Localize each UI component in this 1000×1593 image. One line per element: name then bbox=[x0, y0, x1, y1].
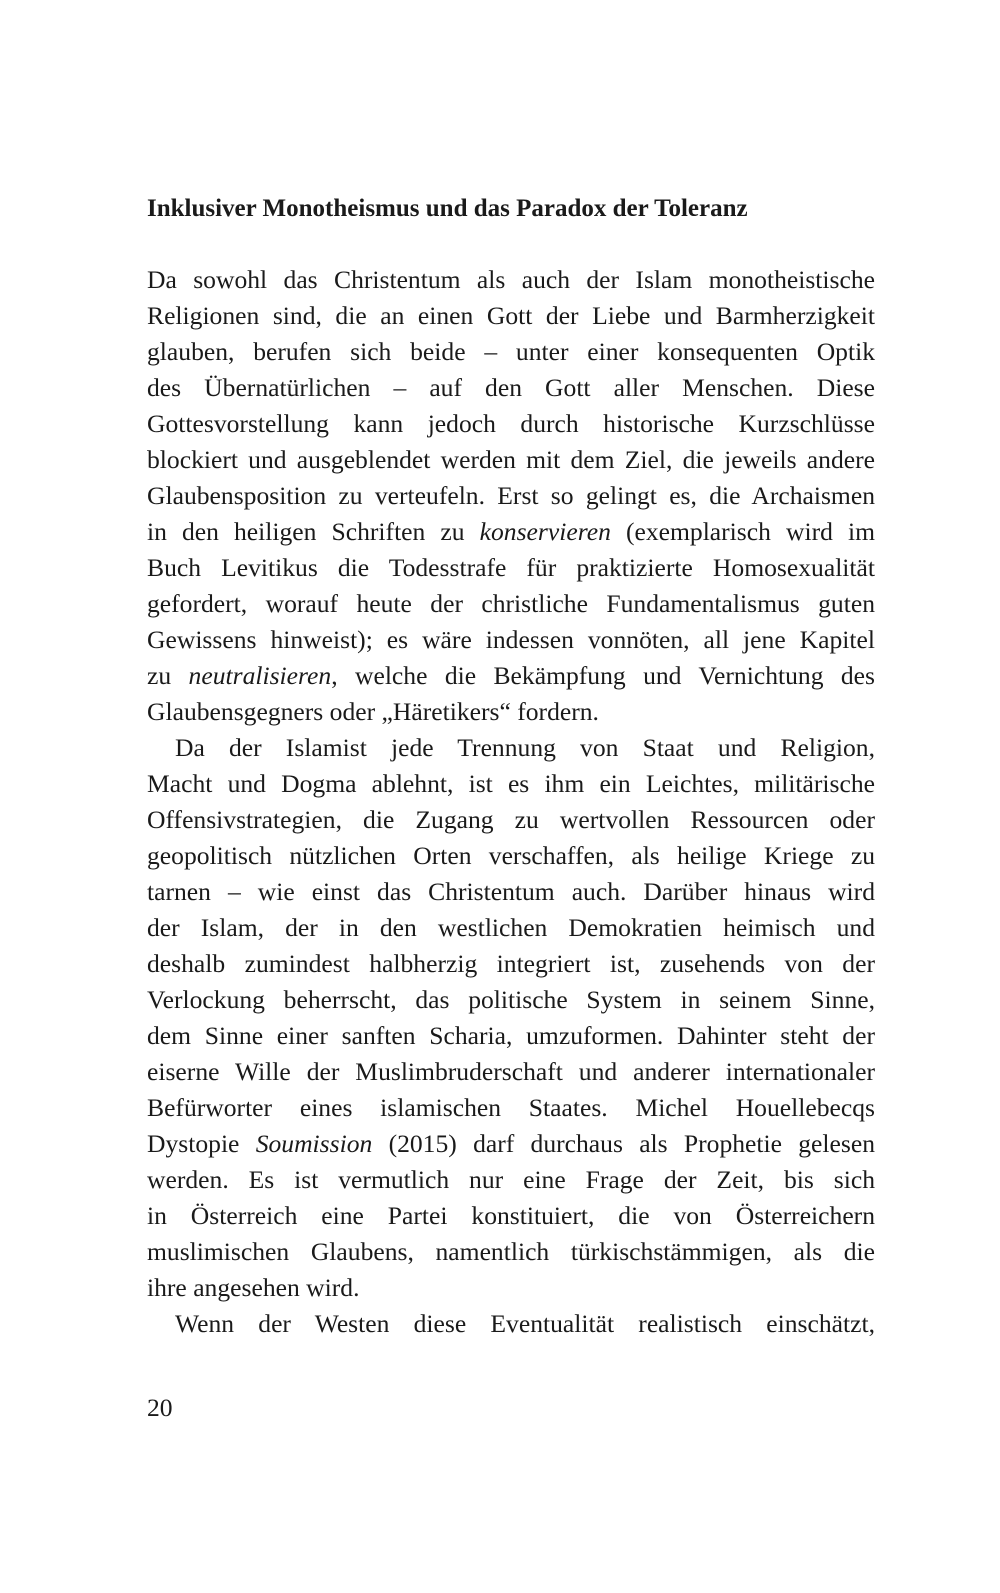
text-line bbox=[147, 262, 875, 298]
text-segment: Glaubensgegners oder „Häretikers“ fordern. bbox=[147, 697, 599, 726]
text-segment: der Islam, der in den westlichen Demokratien heimisch und bbox=[147, 913, 875, 942]
text-segment: tarnen – wie einst das Christentum auch. Darüber hinaus wird bbox=[147, 877, 875, 906]
text-line bbox=[147, 838, 875, 874]
text-line bbox=[147, 1198, 875, 1234]
text-segment: , welche die Bekämpfung und Vernichtung des bbox=[331, 661, 875, 690]
section-heading: Inklusiver Monotheismus und das Paradox der Toleranz bbox=[147, 195, 748, 222]
text-line bbox=[147, 622, 875, 658]
text-line bbox=[147, 442, 875, 478]
paragraph bbox=[147, 730, 875, 1306]
text-segment: Buch Levitikus die Todesstrafe für praktizierte Homosexualität bbox=[147, 553, 875, 582]
text-segment: in den heiligen Schriften zu bbox=[147, 517, 480, 546]
text-segment: Gewissens hinweist); es wäre indessen vonnöten, all jene Kapitel bbox=[147, 625, 875, 654]
text-line bbox=[147, 334, 875, 370]
text-segment: Glaubensposition zu verteufeln. Erst so gelingt es, die Archaismen bbox=[147, 481, 875, 510]
text-segment: blockiert und ausgeblendet werden mit dem Ziel, die jeweils andere bbox=[147, 445, 875, 474]
text-segment: Da sowohl das Christentum als auch der Islam monotheistische bbox=[147, 265, 875, 294]
text-segment: Dystopie bbox=[147, 1129, 256, 1158]
paragraph bbox=[147, 262, 875, 730]
text-segment: Befürworter eines islamischen Staates. Michel Houellebecqs bbox=[147, 1093, 875, 1122]
text-line bbox=[147, 1054, 875, 1090]
text-segment: Verlockung beherrscht, das politische System in seinem Sinne, bbox=[147, 985, 875, 1014]
text-line bbox=[147, 1162, 875, 1198]
text-line bbox=[147, 802, 875, 838]
text-line bbox=[147, 1126, 875, 1162]
text-segment: des Übernatürlichen – auf den Gott aller Menschen. Diese bbox=[147, 373, 875, 402]
text-segment: Da der Islamist jede Trennung von Staat und Religion, bbox=[175, 733, 875, 762]
text-line bbox=[147, 694, 875, 730]
text-line bbox=[147, 1018, 875, 1054]
text-line bbox=[147, 658, 875, 694]
text-line bbox=[147, 1306, 875, 1342]
text-line bbox=[147, 298, 875, 334]
text-line bbox=[147, 550, 875, 586]
italic-term: konservieren bbox=[479, 517, 611, 546]
text-line bbox=[147, 1090, 875, 1126]
text-segment: glauben, berufen sich beide – unter einer konsequenten Optik bbox=[147, 337, 875, 366]
text-segment: in Österreich eine Partei konstituiert, die von Österreichern bbox=[147, 1201, 875, 1230]
text-line bbox=[147, 406, 875, 442]
text-segment: Gottesvorstellung kann jedoch durch historische Kurzschlüsse bbox=[147, 409, 875, 438]
text-line bbox=[147, 370, 875, 406]
text-segment: Religionen sind, die an einen Gott der Liebe und Barmherzigkeit bbox=[147, 301, 875, 330]
text-segment: ihre angesehen wird. bbox=[147, 1273, 360, 1302]
body-text bbox=[147, 262, 875, 1342]
text-segment: Offensivstrategien, die Zugang zu wertvollen Ressourcen oder bbox=[147, 805, 875, 834]
text-segment: geopolitisch nützlichen Orten verschaffen, als heilige Kriege zu bbox=[147, 841, 875, 870]
text-line bbox=[147, 730, 875, 766]
italic-term: neutralisieren bbox=[188, 661, 332, 690]
text-line bbox=[147, 982, 875, 1018]
text-segment: muslimischen Glaubens, namentlich türkischstämmigen, als die bbox=[147, 1237, 875, 1266]
text-segment: werden. Es ist vermutlich nur eine Frage der Zeit, bis sich bbox=[147, 1165, 875, 1194]
text-segment: (2015) darf durchaus als Prophetie gelesen bbox=[372, 1129, 875, 1158]
text-segment: eiserne Wille der Muslimbruderschaft und anderer internationaler bbox=[147, 1057, 875, 1086]
text-line bbox=[147, 478, 875, 514]
text-line bbox=[147, 766, 875, 802]
text-segment: gefordert, worauf heute der christliche Fundamentalismus guten bbox=[147, 589, 875, 618]
text-line bbox=[147, 910, 875, 946]
text-segment: dem Sinne einer sanften Scharia, umzuformen. Dahinter steht der bbox=[147, 1021, 875, 1050]
italic-term: Soumission bbox=[255, 1129, 373, 1158]
text-line bbox=[147, 1234, 875, 1270]
text-segment: zu bbox=[147, 661, 189, 690]
text-line bbox=[147, 586, 875, 622]
text-line bbox=[147, 874, 875, 910]
text-segment: (exemplarisch wird im bbox=[610, 517, 875, 546]
text-line bbox=[147, 946, 875, 982]
text-line bbox=[147, 514, 875, 550]
text-segment: deshalb zumindest halbherzig integriert ist, zusehends von der bbox=[147, 949, 875, 978]
page-number: 20 bbox=[147, 1393, 173, 1422]
paragraph bbox=[147, 1306, 875, 1342]
text-line bbox=[147, 1270, 875, 1306]
text-segment: Macht und Dogma ablehnt, ist es ihm ein Leichtes, militärische bbox=[147, 769, 875, 798]
text-segment: Wenn der Westen diese Eventualität realistisch einschätzt, bbox=[175, 1309, 875, 1338]
